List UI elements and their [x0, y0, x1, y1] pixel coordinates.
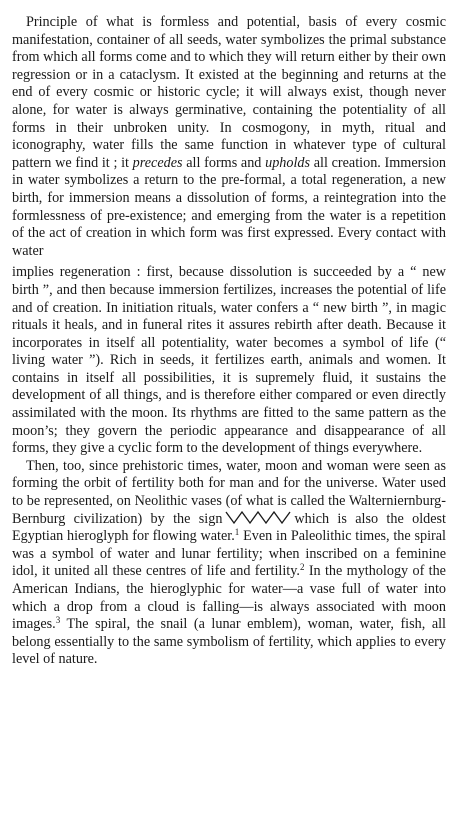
text-run: which is also the oldest Egyptian hieroglyph for flowing water. — [12, 510, 446, 545]
text-run: all creation. Immersion in water symbolizes a return to the pre-formal, a total regeneration, a new birth, for immersion means a dissolution of forms, a reintegration into the formlessness of pre-existence; and emerging from the water is a repetition of the act of creation in which form was first expressed. Every contact with water — [12, 154, 447, 259]
footnote-ref-3: 3 — [55, 615, 61, 626]
text-run: Even in Paleolithic times, the spiral was a symbol of water and lunar fertility; when inscribed on a feminine idol, it united all these centres of life and fertility. — [12, 528, 446, 580]
italic-word-upholds: upholds — [265, 154, 311, 171]
text-run: Then, too, since prehistoric times, water, moon and woman were seen as forming the orbit of fertility both for man and for the universe. Water used to be represented, on Neolithic vases (of what is called the Walterniernburg-Bernburg civilization) by the sign — [12, 457, 446, 527]
text-run: In the mythology of the American Indians, the hieroglyphic for water—a vase full of water into which a drop from a cloud is falling—is always associated with moon images. — [12, 563, 446, 633]
paragraph-regeneration: implies regeneration : first, because dissolution is succeeded by a “ new birth ”, and then because immersion fertilizes, increases the potential of life and of creation. In initiation rituals, water confers a “ new birth ”, in magic rituals it heals, and in funeral rites it assures rebirth after death. Because it incorporates in itself all potentiality, water becomes a symbol of life (“ living water ”). Rich in seeds, it fertilizes earth, animals and women. It contains in itself all possibilities, it is supremely fluid, it sustains the development of all things, and is therefore either compared or even directly assimilated with the moon. Its rhythms are fitted to the same pattern as the moon’s; they govern the periodic appearance and disappearance of all forms, they give a cyclic form to the development of things everywhere. — [12, 264, 446, 457]
paragraph-water-principle — [12, 14, 446, 260]
water-zigzag-sign-icon — [225, 511, 291, 524]
italic-word-precedes: precedes — [132, 154, 183, 171]
footnote-ref-1: 1 — [234, 527, 240, 538]
paragraph-fertility — [12, 458, 446, 669]
text-run: Principle of what is formless and potential, basis of every cosmic manifestation, container of all seeds, water symbolizes the primal substance from which all forms come and to which they will return either by their own regression or in a cataclysm. It existed at the beginning and returns at the end of every cosmic or historic cycle; it will always exist, though never alone, for water is always germinative, containing the potentiality of all forms in their unbroken unity. In cosmogony, in myth, ritual and iconography, water fills the same function in whatever type of cultural pattern we find it ; it — [12, 14, 446, 171]
text-run: all forms and — [182, 154, 266, 171]
footnote-ref-2: 2 — [299, 562, 305, 573]
text-run: The spiral, the snail (a lunar emblem), woman, water, fish, all belong essentially to the same symbolism of fertility, which applies to every level of nature. — [12, 616, 446, 668]
